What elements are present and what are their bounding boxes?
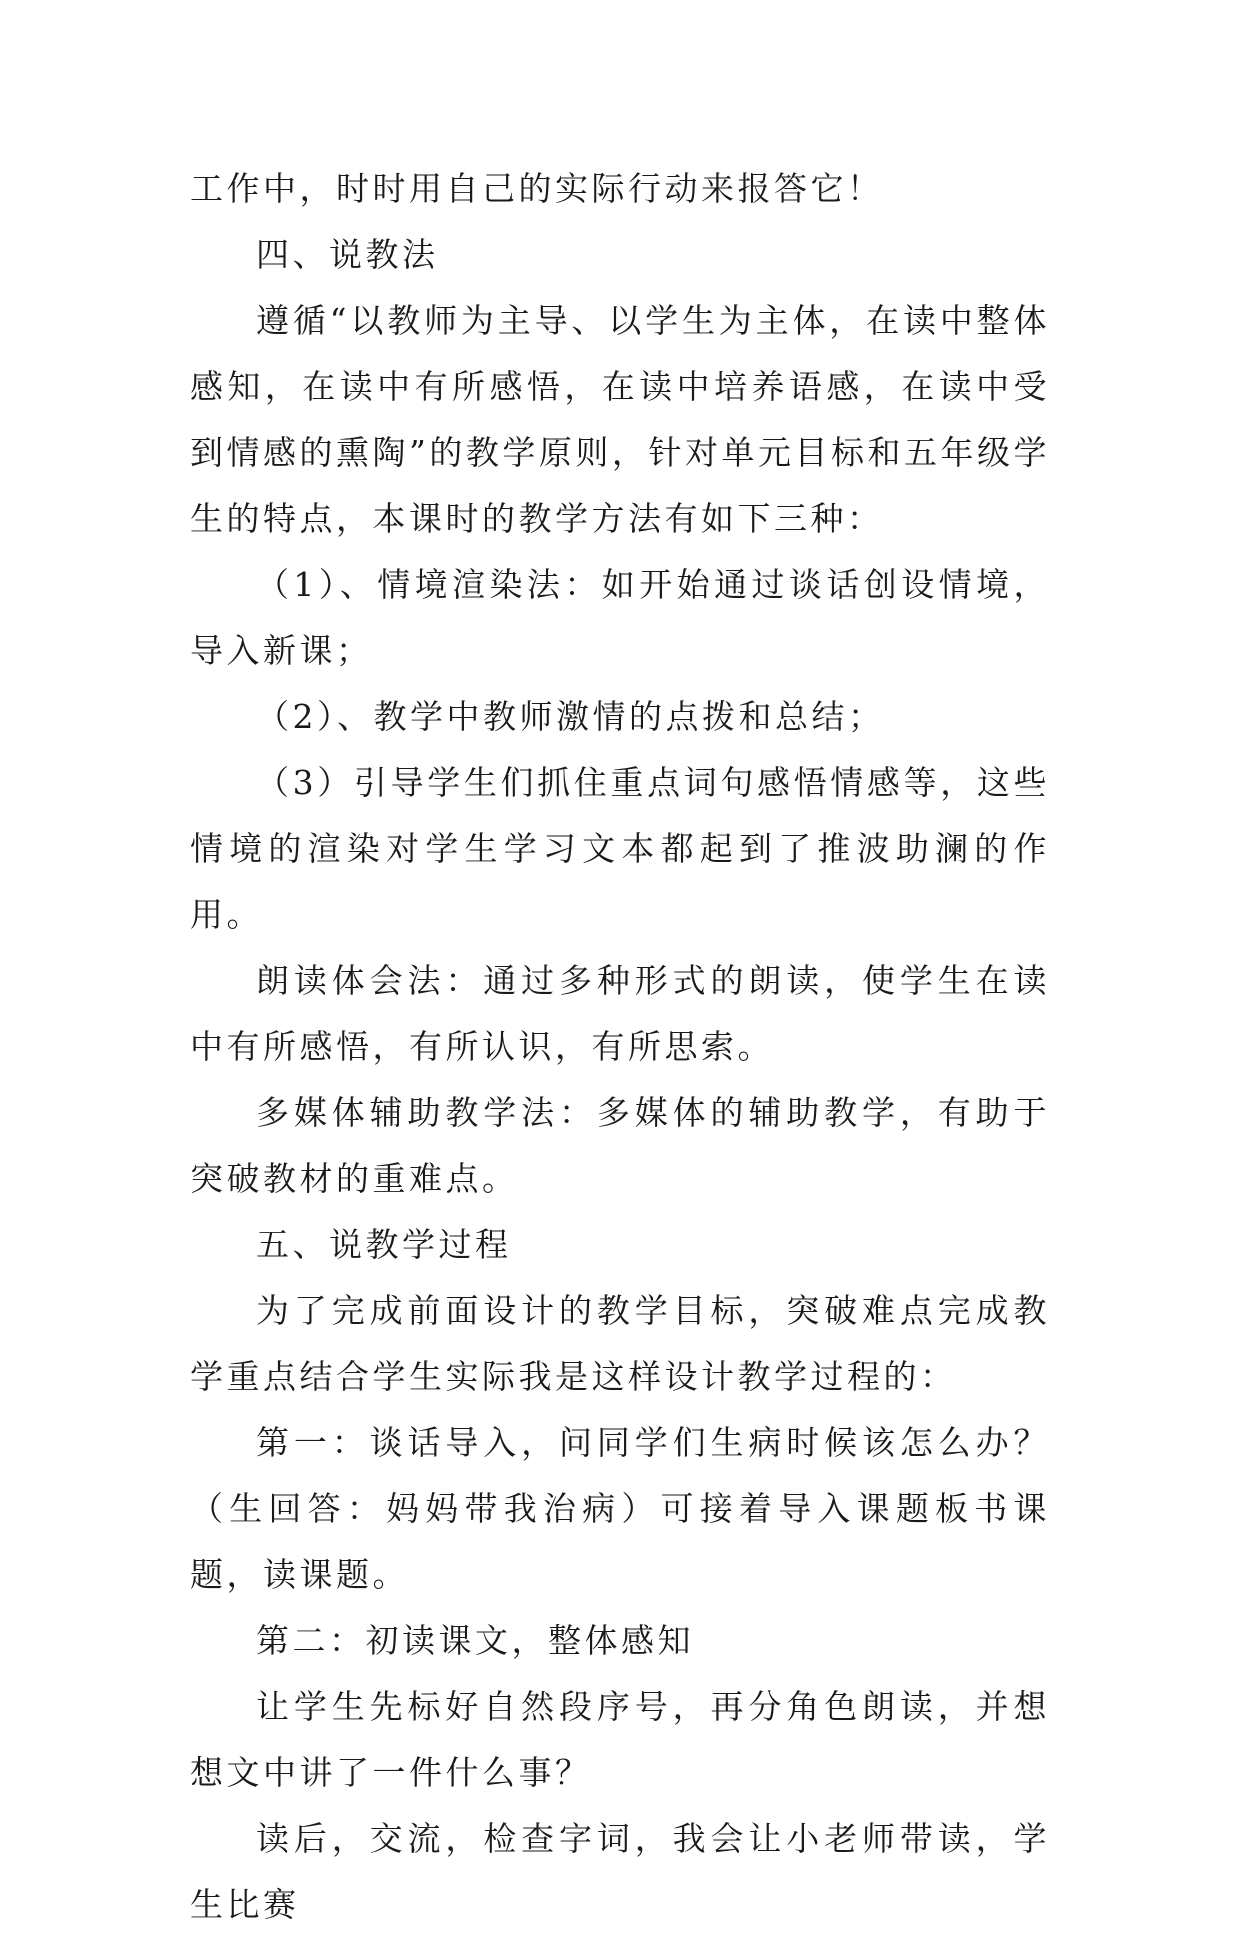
- paragraph-teaching-principle: 遵循“以教师为主导、以学生为主体，在读中整体感知，在读中有所感悟，在读中培养语感，在读中受到情感的熏陶”的教学原则，针对单元目标和五年级学生的特点，本课时的教学方法有如下三种：: [190, 301, 1050, 538]
- document-body: [190, 156, 1050, 1938]
- paragraph-continuation: 工作中，时时用自己的实际行动来报答它！: [190, 169, 884, 208]
- paragraph-multimedia-method: 多媒体辅助教学法：多媒体的辅助教学，有助于突破教材的重难点。: [190, 1093, 1050, 1198]
- section-heading-teaching-methods: 四、说教法: [256, 235, 439, 274]
- paragraph-step-1: 第一：谈话导入，问同学们生病时候该怎么办？（生回答：妈妈带我治病）可接着导入课题板书课题，读课题。: [190, 1423, 1050, 1594]
- section-heading-teaching-process: 五、说教学过程: [256, 1225, 512, 1264]
- paragraph-step-2: 第二：初读课文，整体感知: [256, 1621, 694, 1660]
- paragraph-step-2-followup: 读后，交流，检查字词，我会让小老师带读，学生比赛: [190, 1819, 1050, 1924]
- paragraph-method-2: （2）、教学中教师激情的点拨和总结；: [256, 697, 885, 736]
- paragraph-process-intro: 为了完成前面设计的教学目标，突破难点完成教学重点结合学生实际我是这样设计教学过程的：: [190, 1291, 1050, 1396]
- paragraph-step-2-detail: 让学生先标好自然段序号，再分角色朗读，并想想文中讲了一件什么事？: [190, 1687, 1050, 1792]
- paragraph-method-1: （1）、情境渲染法：如开始通过谈话创设情境，导入新课；: [190, 565, 1050, 670]
- paragraph-method-3: （3）引导学生们抓住重点词句感悟情感等，这些情境的渲染对学生学习文本都起到了推波助澜的作用。: [190, 763, 1050, 934]
- paragraph-reading-method: 朗读体会法：通过多种形式的朗读，使学生在读中有所感悟，有所认识，有所思索。: [190, 961, 1050, 1066]
